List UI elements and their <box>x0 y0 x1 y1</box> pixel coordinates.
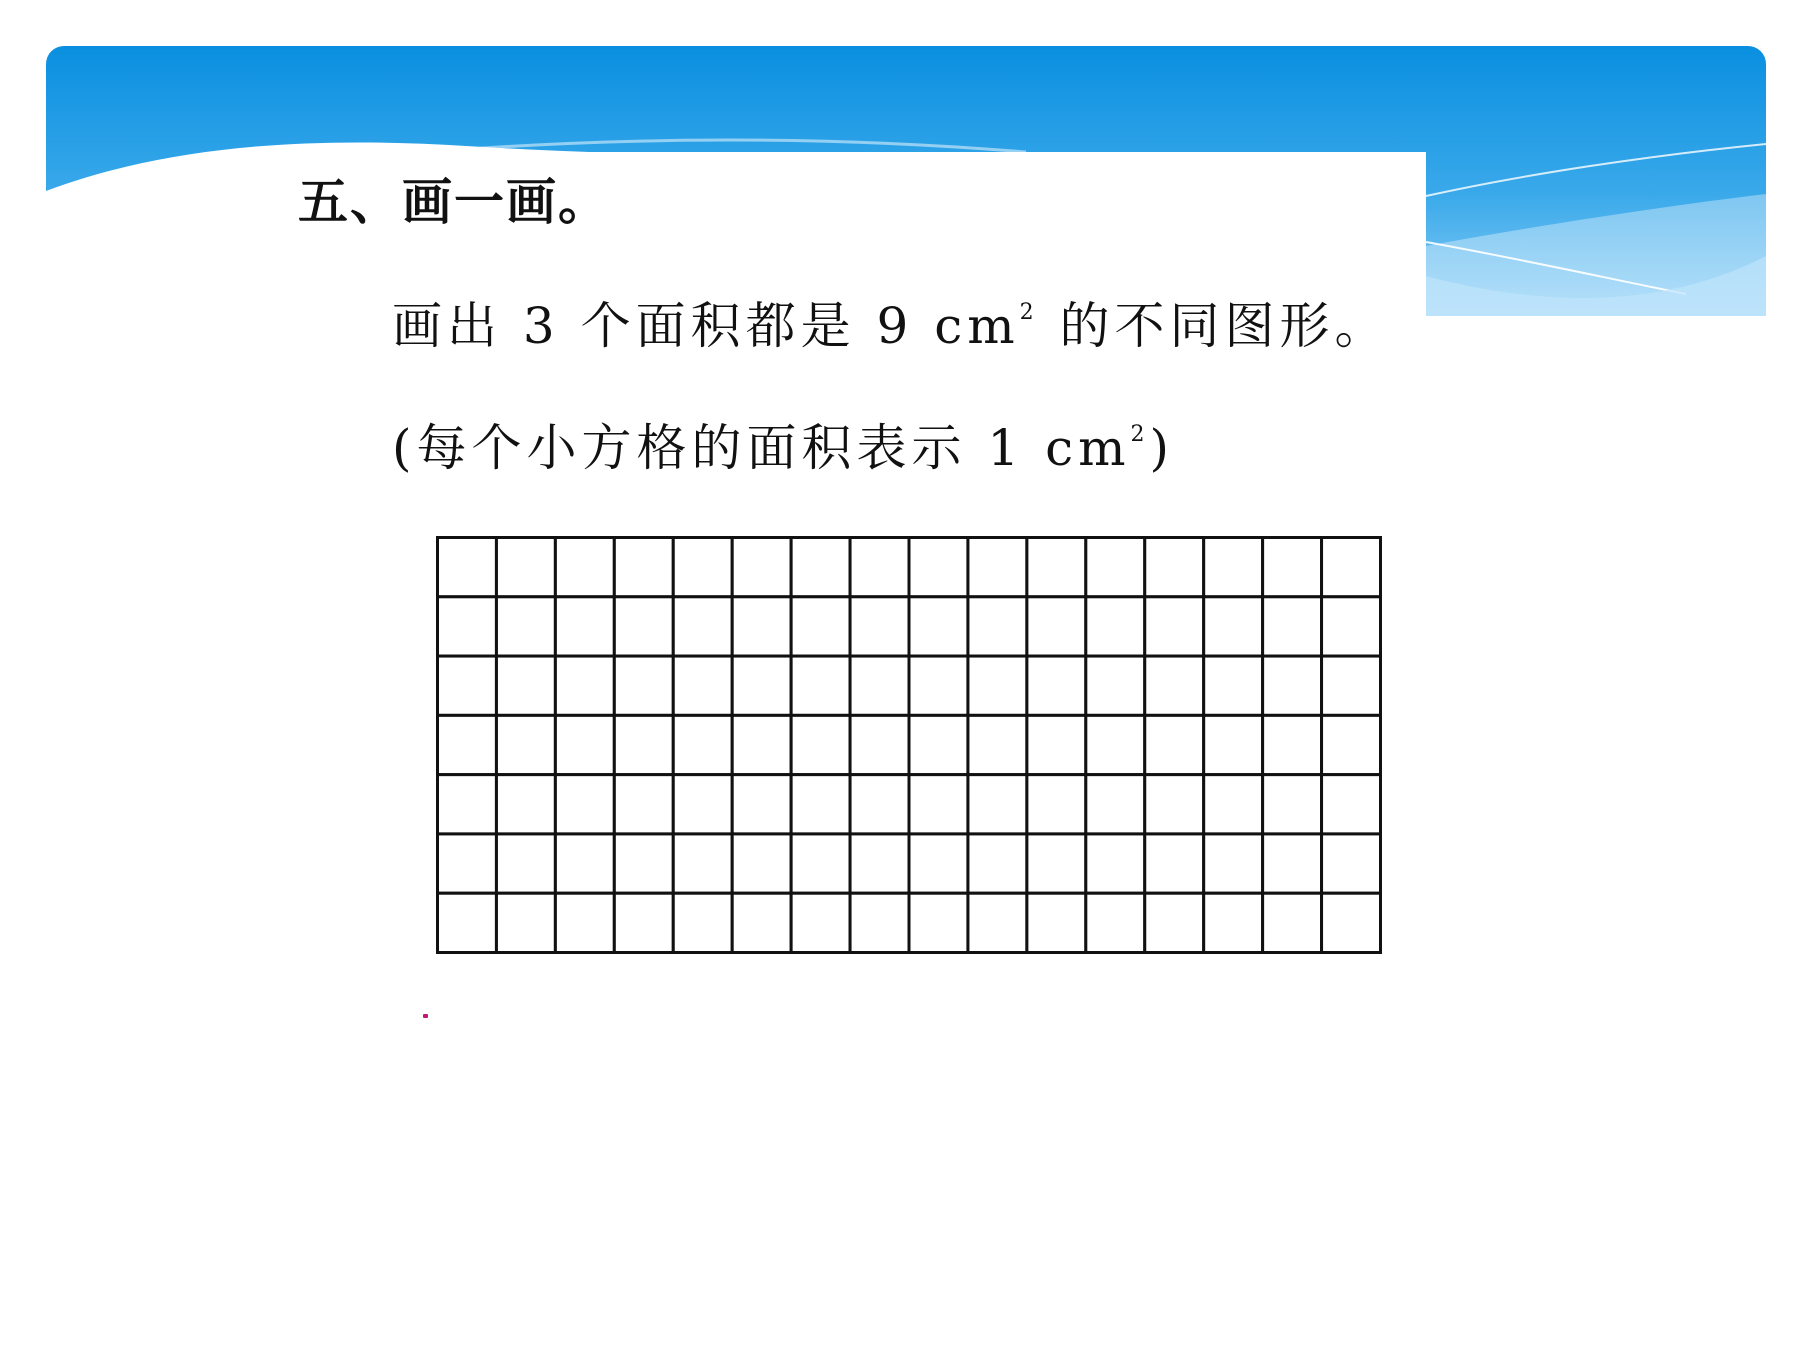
grid-cell[interactable] <box>1086 893 1145 952</box>
grid-cell[interactable] <box>1086 715 1145 774</box>
grid-cell[interactable] <box>438 715 497 774</box>
grid-cell[interactable] <box>1145 597 1204 656</box>
instruction-text-tail: 的不同图形。 <box>1038 297 1390 355</box>
grid-cell[interactable] <box>673 656 732 715</box>
grid-cell[interactable] <box>732 775 791 834</box>
grid-cell[interactable] <box>909 775 968 834</box>
grid-cell[interactable] <box>732 538 791 597</box>
grid-cell[interactable] <box>438 538 497 597</box>
grid-cell[interactable] <box>968 834 1027 893</box>
grid-cell[interactable] <box>555 775 614 834</box>
grid-cell[interactable] <box>496 656 555 715</box>
grid-cell[interactable] <box>1027 656 1086 715</box>
grid-cell[interactable] <box>1027 597 1086 656</box>
grid-cell[interactable] <box>555 538 614 597</box>
grid-cell[interactable] <box>1204 775 1263 834</box>
grid-cell[interactable] <box>496 597 555 656</box>
grid-cell[interactable] <box>909 656 968 715</box>
grid-cell[interactable] <box>1263 656 1322 715</box>
grid-cell[interactable] <box>791 656 850 715</box>
grid-cell[interactable] <box>496 893 555 952</box>
grid-cell[interactable] <box>1027 775 1086 834</box>
grid-cell[interactable] <box>1145 775 1204 834</box>
grid-cell[interactable] <box>1204 597 1263 656</box>
grid-cell[interactable] <box>555 893 614 952</box>
grid-cell[interactable] <box>496 715 555 774</box>
grid-cell[interactable] <box>909 597 968 656</box>
section-title: 五、画一画。 <box>298 173 610 231</box>
grid-cell[interactable] <box>1204 834 1263 893</box>
grid-cell[interactable] <box>1322 538 1381 597</box>
grid-cell[interactable] <box>791 834 850 893</box>
grid-cell[interactable] <box>555 656 614 715</box>
grid-cell[interactable] <box>614 597 673 656</box>
grid-cell[interactable] <box>1322 597 1381 656</box>
note-text-main: (每个小方格的面积表示 1 cm <box>392 419 1131 477</box>
grid-cell[interactable] <box>1027 834 1086 893</box>
grid-cell[interactable] <box>732 715 791 774</box>
grid-cell[interactable] <box>850 538 909 597</box>
grid-cell[interactable] <box>1145 538 1204 597</box>
grid-cell[interactable] <box>1322 656 1381 715</box>
grid-cell[interactable] <box>1263 597 1322 656</box>
grid-cell[interactable] <box>1086 538 1145 597</box>
grid-cell[interactable] <box>496 775 555 834</box>
grid-cell[interactable] <box>909 715 968 774</box>
grid-cell[interactable] <box>1027 715 1086 774</box>
grid-cell[interactable] <box>555 834 614 893</box>
grid-cell[interactable] <box>850 656 909 715</box>
grid-cell[interactable] <box>438 775 497 834</box>
grid-cell[interactable] <box>1086 834 1145 893</box>
instruction-text <box>392 296 1390 356</box>
grid-cell[interactable] <box>850 775 909 834</box>
grid-cell[interactable] <box>1204 893 1263 952</box>
grid-cell[interactable] <box>614 715 673 774</box>
grid-cell[interactable] <box>1027 893 1086 952</box>
grid-cell[interactable] <box>1263 538 1322 597</box>
grid-cell[interactable] <box>850 597 909 656</box>
grid-cell[interactable] <box>791 775 850 834</box>
grid-cell[interactable] <box>673 893 732 952</box>
note-text-tail: ) <box>1149 419 1175 477</box>
grid-cell[interactable] <box>1322 893 1381 952</box>
grid-cell[interactable] <box>791 893 850 952</box>
grid-cell[interactable] <box>1027 538 1086 597</box>
grid-cell[interactable] <box>673 538 732 597</box>
grid-cell[interactable] <box>909 834 968 893</box>
grid-cell[interactable] <box>791 597 850 656</box>
grid-cell[interactable] <box>555 597 614 656</box>
grid-cell[interactable] <box>791 538 850 597</box>
grid-cell[interactable] <box>909 893 968 952</box>
grid-cell[interactable] <box>909 538 968 597</box>
note-text <box>392 418 1174 478</box>
grid-cell[interactable] <box>1322 715 1381 774</box>
grid-cell[interactable] <box>1086 775 1145 834</box>
grid-cell[interactable] <box>614 656 673 715</box>
grid-cell[interactable] <box>968 597 1027 656</box>
grid-cell[interactable] <box>791 715 850 774</box>
grid-cell[interactable] <box>1086 597 1145 656</box>
grid-cell[interactable] <box>614 538 673 597</box>
grid-cell[interactable] <box>1086 656 1145 715</box>
grid-cell[interactable] <box>968 715 1027 774</box>
grid-cell[interactable] <box>496 538 555 597</box>
grid-cell[interactable] <box>438 656 497 715</box>
grid-cell[interactable] <box>1263 715 1322 774</box>
note-superscript: 2 <box>1130 422 1150 447</box>
grid-cell[interactable] <box>1145 893 1204 952</box>
instruction-superscript: 2 <box>1019 300 1039 325</box>
grid-cell[interactable] <box>732 597 791 656</box>
grid-cell[interactable] <box>968 656 1027 715</box>
grid-cell[interactable] <box>673 597 732 656</box>
grid-cell[interactable] <box>1204 656 1263 715</box>
grid-cell[interactable] <box>555 715 614 774</box>
pink-dot-mark <box>423 1014 428 1018</box>
grid-cell[interactable] <box>1263 893 1322 952</box>
grid-cell[interactable] <box>614 834 673 893</box>
grid-cell[interactable] <box>732 893 791 952</box>
grid-cell[interactable] <box>438 834 497 893</box>
grid-cell[interactable] <box>614 893 673 952</box>
grid-cell[interactable] <box>673 834 732 893</box>
grid-cell[interactable] <box>850 893 909 952</box>
grid-cell[interactable] <box>1263 775 1322 834</box>
grid-cell[interactable] <box>850 715 909 774</box>
grid-cell[interactable] <box>673 775 732 834</box>
grid-cell[interactable] <box>1145 715 1204 774</box>
instruction-text-main: 画出 3 个面积都是 9 cm <box>392 297 1020 355</box>
grid-cell[interactable] <box>1204 538 1263 597</box>
grid-cell[interactable] <box>968 893 1027 952</box>
grid-cell[interactable] <box>1263 834 1322 893</box>
grid-cell[interactable] <box>732 834 791 893</box>
grid-cell[interactable] <box>1145 656 1204 715</box>
grid-cell[interactable] <box>732 656 791 715</box>
grid-cell[interactable] <box>614 775 673 834</box>
grid-cell[interactable] <box>850 834 909 893</box>
grid-cell[interactable] <box>438 597 497 656</box>
grid-cell[interactable] <box>1322 775 1381 834</box>
square-grid[interactable] <box>436 536 1382 954</box>
grid-cell[interactable] <box>1204 715 1263 774</box>
grid-cell[interactable] <box>968 538 1027 597</box>
grid-cell[interactable] <box>438 893 497 952</box>
grid-cell[interactable] <box>1145 834 1204 893</box>
grid-cell[interactable] <box>496 834 555 893</box>
grid-cell[interactable] <box>1322 834 1381 893</box>
grid-canvas[interactable] <box>436 536 1382 954</box>
grid-cell[interactable] <box>968 775 1027 834</box>
grid-cell[interactable] <box>673 715 732 774</box>
